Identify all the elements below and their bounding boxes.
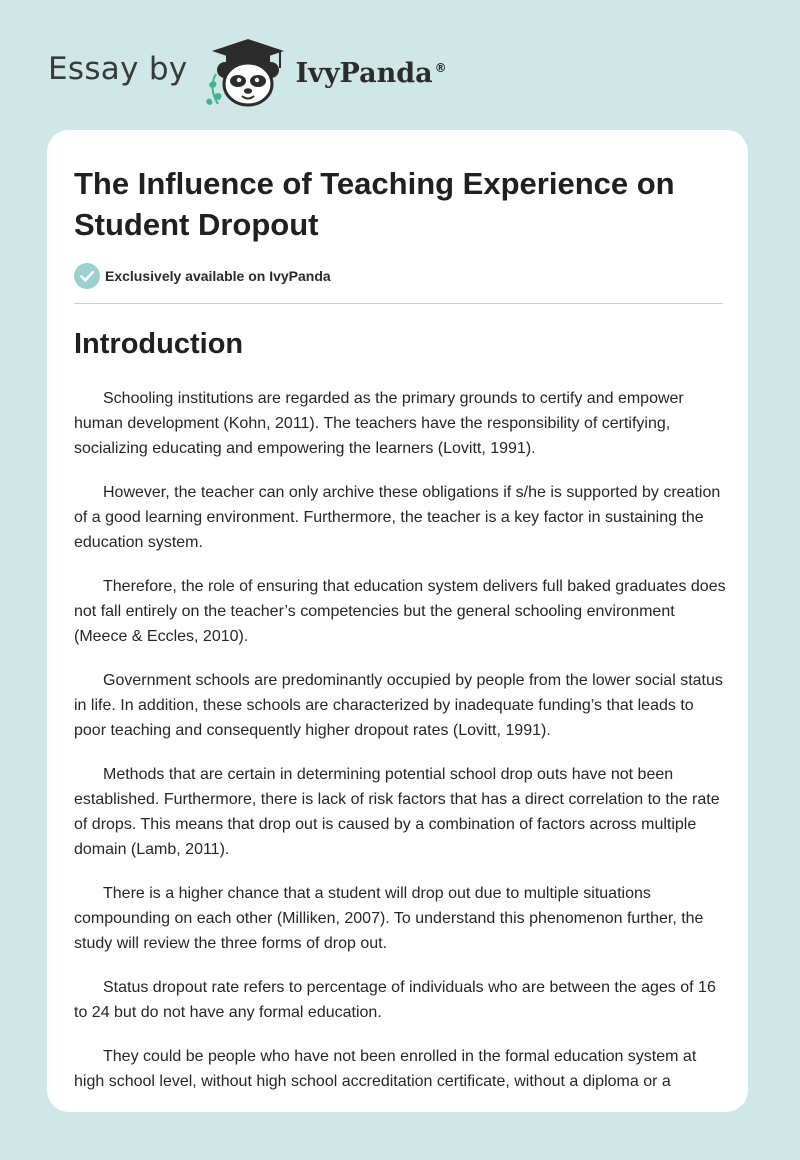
paragraph: However, the teacher can only archive these obligations if s/he is supported by creation of a good learning environment. Furthermore, the teacher is a key factor in sustaining the education system.: [74, 484, 721, 551]
site-header-brand[interactable]: [48, 36, 447, 108]
divider: [74, 303, 723, 304]
essay-card: [47, 130, 748, 1112]
paragraph: Therefore, the role of ensuring that education system delivers full baked graduates does not fall entirely on the teacher’s competencies but the general schooling environment (Meece & Eccles, 2010).: [74, 578, 726, 645]
paragraph: Schooling institutions are regarded as the primary grounds to certify and empower human development (Kohn, 2011). The teachers have the responsibility of certifying, socializing educating and empowering the learners (Lovitt, 1991).: [74, 390, 684, 457]
exclusive-badge: [74, 263, 331, 289]
essay-title: The Influence of Teaching Experience on Student Dropout: [74, 166, 675, 242]
panda-graduation-cap-icon: [202, 36, 294, 108]
exclusive-badge-text: Exclusively available on IvyPanda: [105, 268, 331, 284]
paragraph: Government schools are predominantly occupied by people from the lower social status in life. In addition, these schools are characterized by inadequate funding’s that leads to poor teaching and consequently higher dropout rates (Lovitt, 1991).: [74, 672, 723, 739]
paragraph: Status dropout rate refers to percentage of individuals who are between the ages of 16 to 24 but do not have any formal education.: [74, 979, 716, 1021]
registered-mark: ®: [434, 60, 447, 75]
brand-name: IvyPanda ®: [295, 57, 447, 89]
section-heading: Introduction: [74, 328, 244, 360]
paragraph: There is a higher chance that a student will drop out due to multiple situations compounding on each other (Milliken, 2007). To understand this phenomenon further, the study will review the three forms of drop out.: [74, 885, 704, 952]
brand-prefix: Essay by: [48, 51, 188, 87]
essay-body: [74, 386, 726, 1112]
paragraph: Methods that are certain in determining potential school drop outs have not been established. Furthermore, there is lack of risk factors that has a direct correlation to the rate of drops. This means that drop out is caused by a combination of factors across multiple domain (Lamb, 2011).: [74, 766, 720, 858]
checkmark-circle-icon: [74, 263, 100, 289]
paragraph: They could be people who have not been enrolled in the formal education system at high school level, without high school accreditation certificate, without a diploma or a: [74, 1048, 697, 1090]
